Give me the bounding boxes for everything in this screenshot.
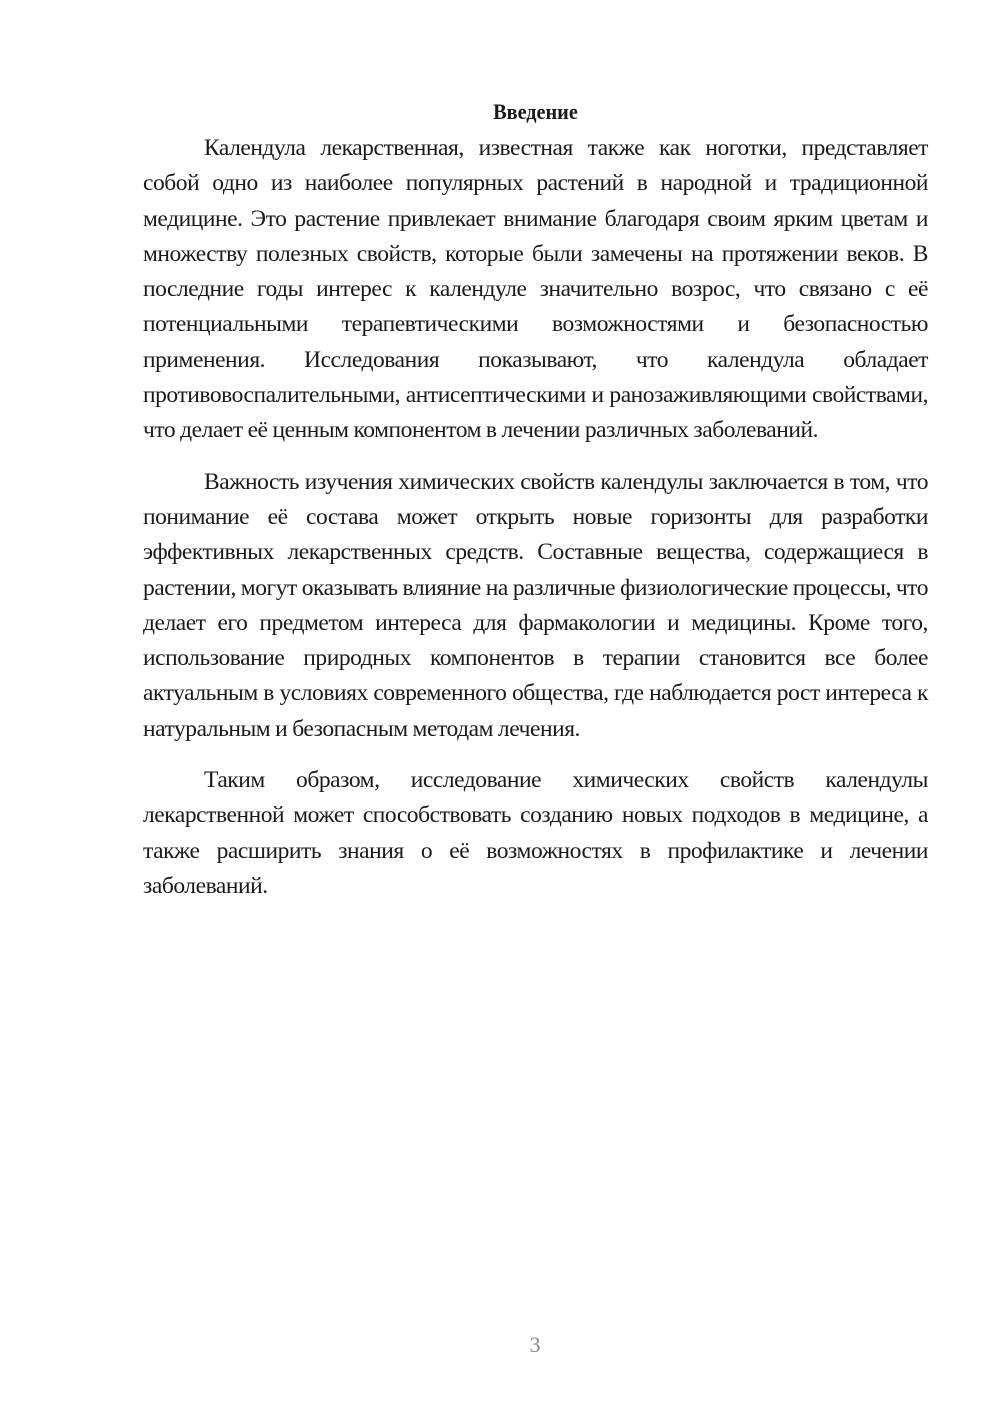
page-content [143, 94, 928, 920]
page-number: 3 [529, 1332, 541, 1357]
paragraph-1: Календула лекарственная, известная также как ноготки, представляет собой одно из наиболее популярных растений в народной и традиционной медицине. Это растение привлекает внимание благодаря своим ярким цветам и множеству полезных свойств, которые были замечены на протяжении веков. В последние годы интерес к календуле значительно возрос, что связано с её потенциальными терапевтическими возможностями и безопасностью применения. Исследования показывают, что календула обладает противовоспалительными, антисептическими и ранозаживляющими свойствами, что делает её ценным компонентом в лечении различных заболеваний. [143, 135, 928, 444]
paragraph-2: Важность изучения химических свойств календулы заключается в том, что понимание её состава может открыть новые горизонты для разработки эффективных лекарственных средств. Составные вещества, содержащиеся в растении, могут оказывать влияние на различные физиологические процессы, что делает его предметом интереса для фармакологии и медицины. Кроме того, использование природных компонентов в терапии становится все более актуальным в условиях современного общества, где наблюдается рост интереса к натуральным и безопасным методам лечения. [143, 468, 928, 742]
section-title: Введение [493, 99, 578, 124]
paragraph-3: Таким образом, исследование химических свойств календулы лекарственной может способствовать созданию новых подходов в медицине, а также расширить знания о её возможностях в профилактике и лечении заболеваний. [143, 767, 928, 899]
